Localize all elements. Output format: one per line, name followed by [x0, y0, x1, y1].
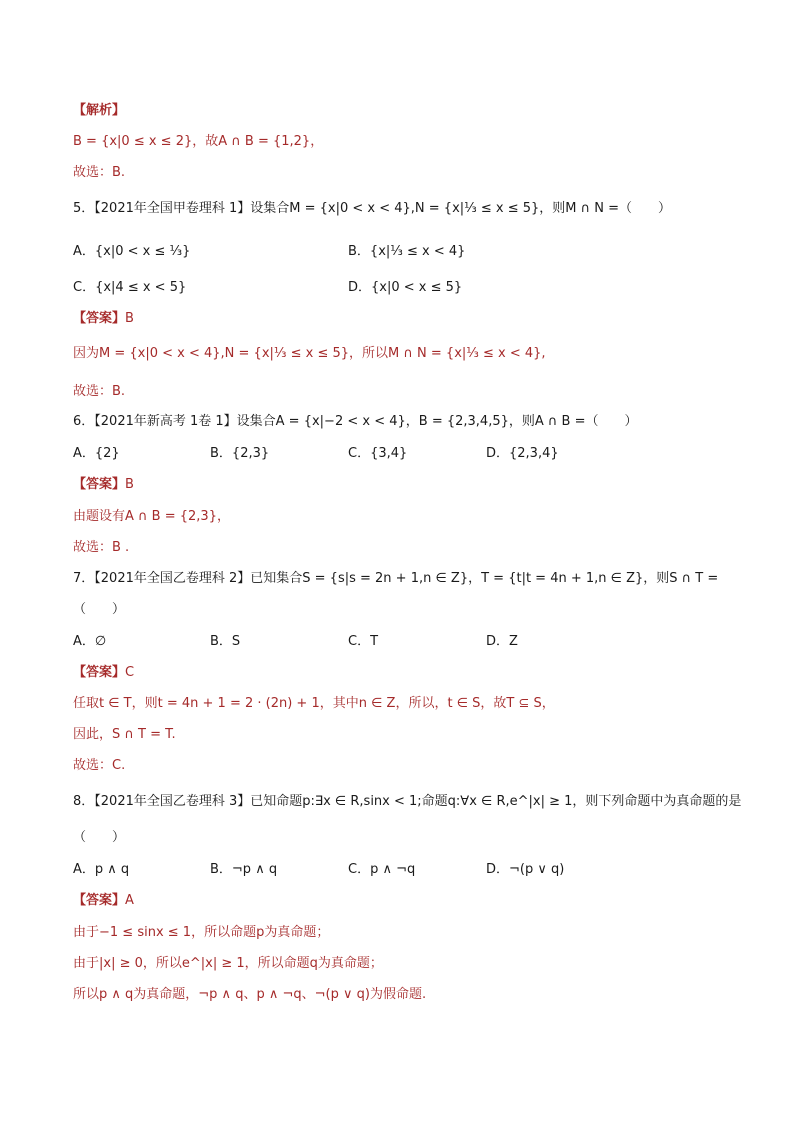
analysis-tag: 【解析】	[73, 103, 126, 118]
q7-option-c: C．T	[348, 634, 379, 649]
answer-value: A	[125, 893, 134, 908]
q8-explanation-1: 由于−1 ≤ sinx ≤ 1，所以命题p为真命题；	[73, 925, 330, 940]
q6-option-d: D．{2,3,4}	[486, 446, 559, 461]
q8-option-a: A．p ∧ q	[73, 862, 130, 877]
q6-option-c: C．{3,4}	[348, 446, 408, 461]
q5-choose: 故选：B.	[73, 384, 126, 399]
q8-explanation-2: 由于|x| ≥ 0，所以e^|x| ≥ 1，所以命题q为真命题；	[73, 956, 383, 971]
answer-value: C	[125, 665, 135, 680]
q4-choose: 故选：B.	[73, 165, 126, 180]
q7-answer-line	[73, 664, 134, 682]
answer-value: B	[125, 477, 134, 492]
q8-option-c: C．p ∧ ¬q	[348, 862, 416, 877]
answer-value: B	[125, 311, 134, 326]
q7-stem-blank: （ ）	[73, 602, 126, 617]
answer-tag: 【答案】	[73, 311, 126, 326]
q7-stem: 7．【2021年全国乙卷理科 2】已知集合S = {s|s = 2n + 1,n ∈ Z}，T = {t|t = 4n + 1,n ∈ Z}，则S ∩ T =	[73, 571, 719, 586]
q5-option-c: C．{x|4 ≤ x < 5}	[73, 280, 187, 295]
answer-tag: 【答案】	[73, 477, 126, 492]
q6-answer-line	[73, 476, 134, 494]
q6-choose: 故选：B .	[73, 540, 130, 555]
q6-option-a: A．{2}	[73, 446, 120, 461]
answer-tag: 【答案】	[73, 893, 126, 908]
q4-explanation: B = {x|0 ≤ x ≤ 2}，故A ∩ B = {1,2}，	[73, 134, 324, 149]
q5-option-d: D．{x|0 < x ≤ 5}	[348, 280, 463, 295]
q6-explanation: 由题设有A ∩ B = {2,3}，	[73, 509, 230, 524]
answer-tag: 【答案】	[73, 665, 126, 680]
q5-option-a: A．{x|0 < x ≤ ⅓}	[73, 244, 191, 259]
q5-answer-line	[73, 310, 134, 328]
q8-option-d: D．¬(p ∨ q)	[486, 862, 565, 877]
q7-option-d: D．Z	[486, 634, 518, 649]
q8-stem-blank: （ ）	[73, 830, 126, 845]
q7-option-b: B．S	[210, 634, 241, 649]
q7-option-a: A．∅	[73, 634, 107, 649]
q7-choose: 故选：C.	[73, 758, 126, 773]
q5-option-b: B．{x|⅓ ≤ x < 4}	[348, 244, 466, 259]
q8-stem: 8．【2021年全国乙卷理科 3】已知命题p:∃x ∈ R,sinx < 1;命题q:∀x ∈ R,e^|x| ≥ 1，则下列命题中为真命题的是	[73, 794, 742, 809]
q6-option-b: B．{2,3}	[210, 446, 270, 461]
q5-explanation: 因为M = {x|0 < x < 4},N = {x|⅓ ≤ x ≤ 5}，所以M ∩ N = {x|⅓ ≤ x < 4},	[73, 346, 546, 361]
q8-option-b: B．¬p ∧ q	[210, 862, 278, 877]
q8-answer-line	[73, 892, 134, 910]
q5-stem: 5．【2021年全国甲卷理科 1】设集合M = {x|0 < x < 4},N = {x|⅓ ≤ x ≤ 5}，则M ∩ N =（ ）	[73, 201, 672, 216]
q7-explanation-2: 因此，S ∩ T = T.	[73, 727, 176, 742]
q8-explanation-3: 所以p ∧ q为真命题，¬p ∧ q、p ∧ ¬q、¬(p ∨ q)为假命题.	[73, 987, 427, 1002]
q6-stem: 6．【2021年新高考 1卷 1】设集合A = {x|−2 < x < 4}，B = {2,3,4,5}，则A ∩ B =（ ）	[73, 414, 638, 429]
q7-explanation-1: 任取t ∈ T，则t = 4n + 1 = 2 · (2n) + 1，其中n ∈ Z，所以，t ∈ S，故T ⊆ S，	[73, 696, 555, 711]
